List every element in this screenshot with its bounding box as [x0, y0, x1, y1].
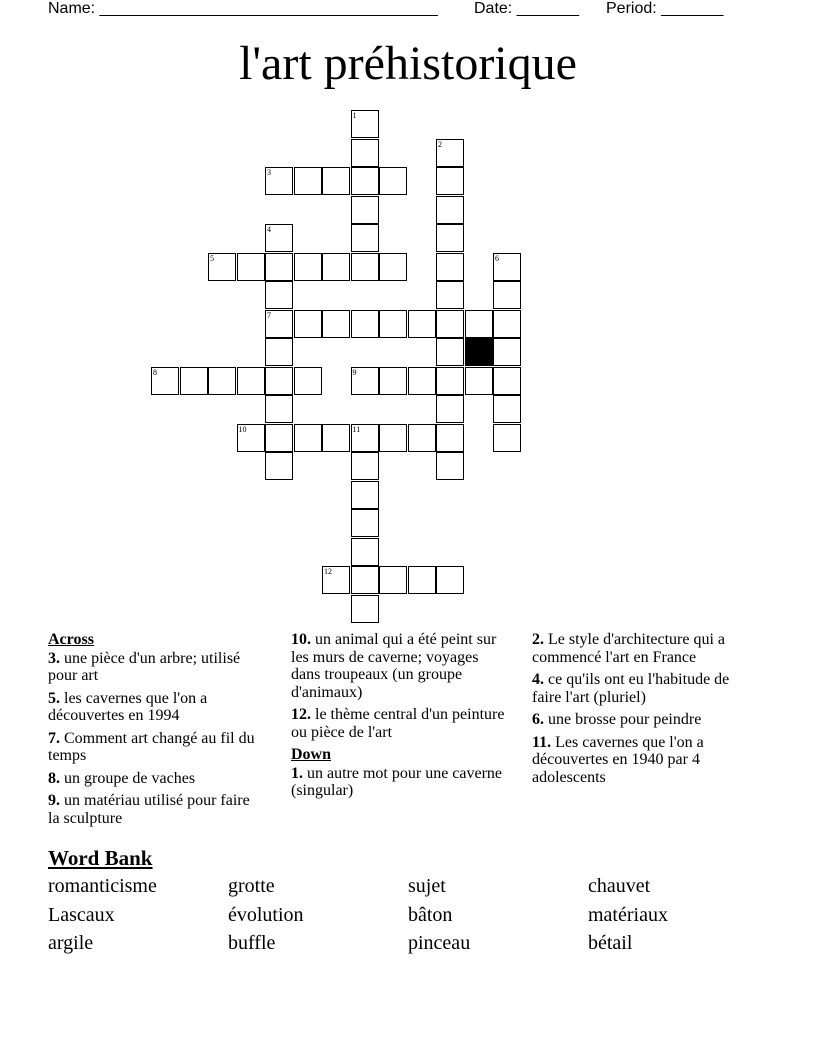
grid-cell[interactable] [351, 424, 379, 452]
grid-cell[interactable] [436, 395, 464, 423]
black-cell [465, 338, 493, 366]
clue-number-label: 3. [48, 649, 64, 667]
clue-text: les cavernes que l'on a découvertes en 1994 [48, 689, 208, 724]
grid-cell[interactable] [265, 167, 293, 195]
grid-cell[interactable] [351, 481, 379, 509]
grid-cell[interactable] [322, 167, 350, 195]
grid-cell[interactable] [265, 367, 293, 395]
grid-cell[interactable] [265, 424, 293, 452]
grid-cell[interactable] [493, 424, 521, 452]
grid-cell[interactable] [322, 424, 350, 452]
clue-number: 12 [324, 567, 332, 576]
grid-cell[interactable] [351, 139, 379, 167]
grid-cell[interactable] [294, 367, 322, 395]
clue-number: 2 [438, 139, 442, 149]
clue-item [48, 690, 263, 725]
clue-number: 3 [267, 168, 271, 177]
grid-cell[interactable] [493, 281, 521, 309]
grid-cell[interactable] [294, 310, 322, 338]
grid-cell[interactable] [237, 424, 265, 452]
clue-number-label: 4. [532, 671, 548, 688]
word-bank-item: buffle [228, 932, 276, 954]
grid-cell[interactable] [351, 566, 379, 594]
clues-column-3 [532, 631, 752, 791]
grid-cell[interactable] [379, 167, 407, 195]
clue-number: 1 [352, 111, 357, 120]
grid-cell[interactable] [379, 566, 407, 594]
clue-text: un autre mot pour une caverne (singular) [291, 764, 503, 799]
word-bank-item: bétail [588, 932, 633, 954]
clue-number-label: 9. [48, 792, 64, 809]
clue-number-label: 11. [532, 733, 556, 751]
grid-cell[interactable] [294, 167, 322, 195]
grid-cell[interactable] [351, 367, 379, 395]
grid-cell[interactable] [237, 253, 265, 281]
grid-cell[interactable] [436, 167, 464, 195]
grid-cell[interactable] [351, 509, 379, 537]
grid-cell[interactable] [351, 452, 379, 480]
clue-number: 7 [267, 310, 271, 320]
clue-text: ce qu'ils ont eu l'habitude de faire l'art (pluriel) [532, 671, 730, 706]
clue-number: 10 [238, 424, 247, 434]
clue-text: une pièce d'un arbre; utilisé pour art [48, 649, 241, 684]
grid-cell[interactable] [436, 338, 464, 366]
clue-number-label: 2. [532, 631, 548, 648]
grid-cell[interactable] [208, 367, 236, 395]
grid-cell[interactable] [493, 310, 521, 338]
grid-cell[interactable] [436, 224, 464, 252]
grid-cell[interactable] [322, 310, 350, 338]
word-bank-item: matériaux [588, 903, 668, 926]
grid-cell[interactable] [265, 310, 293, 338]
clue-number-label: 8. [48, 769, 64, 787]
clue-number: 9 [352, 367, 357, 377]
grid-cell[interactable] [151, 367, 179, 395]
grid-cell[interactable] [265, 338, 293, 366]
clue-text: un animal qui a été peint sur les murs de caverne; voyages dans troupeaux (un groupe d'animaux) [291, 631, 497, 701]
clue-item [48, 792, 263, 827]
clue-number-label: 1. [291, 764, 307, 782]
word-bank-item: chauvet [588, 875, 651, 897]
grid-cell[interactable] [351, 167, 379, 195]
grid-cell[interactable] [408, 310, 436, 338]
clue-number: 8 [153, 367, 157, 377]
grid-cell[interactable] [265, 452, 293, 480]
grid-cell[interactable] [436, 566, 464, 594]
clue-number: 6 [495, 253, 499, 263]
word-bank-item: sujet [408, 875, 446, 897]
across-heading: Across [48, 631, 94, 648]
grid-cell[interactable] [265, 224, 293, 252]
grid-cell[interactable] [436, 310, 464, 338]
grid-cell[interactable] [379, 253, 407, 281]
page-title: l'art préhistorique [239, 37, 577, 90]
grid-cell[interactable] [265, 253, 293, 281]
clue-item [532, 631, 752, 666]
clue-number-label: 10. [291, 631, 315, 648]
grid-cell[interactable] [436, 367, 464, 395]
grid-cell[interactable] [379, 367, 407, 395]
clue-number: 5 [210, 253, 214, 263]
grid-cell[interactable] [436, 424, 464, 452]
grid-cell[interactable] [493, 253, 521, 281]
grid-cell[interactable] [208, 253, 236, 281]
clue-item [532, 711, 752, 729]
grid-cell[interactable] [408, 566, 436, 594]
grid-cell[interactable] [265, 281, 293, 309]
grid-cell[interactable] [436, 281, 464, 309]
name-field[interactable]: Name: ______________________________________ [48, 0, 438, 17]
word-bank-title: Word Bank [48, 846, 153, 870]
clue-number-label: 6. [532, 711, 548, 728]
grid-cell[interactable] [465, 310, 493, 338]
clue-item [48, 650, 263, 685]
grid-cell[interactable] [493, 367, 521, 395]
period-field[interactable]: Period: _______ [606, 0, 724, 17]
clues-column-2 [291, 631, 506, 805]
grid-cell[interactable] [351, 110, 379, 138]
grid-cell[interactable] [180, 367, 208, 395]
grid-cell[interactable] [351, 224, 379, 252]
grid-cell[interactable] [379, 424, 407, 452]
clue-number-label: 12. [291, 706, 315, 723]
grid-cell[interactable] [408, 424, 436, 452]
clue-text: un groupe de vaches [64, 769, 196, 787]
word-bank-item: grotte [228, 875, 275, 897]
clues-column-1 [48, 631, 263, 832]
grid-cell[interactable] [351, 196, 379, 224]
word-bank-item: romanticisme [48, 875, 157, 897]
word-bank-item: Lascaux [48, 903, 115, 926]
grid-cell[interactable] [265, 395, 293, 423]
grid-cell[interactable] [294, 424, 322, 452]
down-heading: Down [291, 746, 332, 763]
clue-item [532, 734, 752, 787]
clue-number-label: 7. [48, 729, 64, 747]
grid-cell[interactable] [408, 367, 436, 395]
clue-text: le thème central d'un peinture ou pièce de l'art [291, 706, 505, 741]
date-field[interactable]: Date: _______ [474, 0, 579, 17]
grid-cell[interactable] [351, 595, 379, 623]
grid-cell[interactable] [465, 367, 493, 395]
clue-text: une brosse pour peindre [548, 711, 702, 728]
clue-text: Le style d'architecture qui a commencé l'art en France [532, 631, 726, 666]
clue-text: un matériau utilisé pour faire la sculpture [48, 792, 250, 827]
clue-number: 11 [352, 424, 361, 434]
clue-item [291, 631, 506, 701]
grid-cell[interactable] [493, 338, 521, 366]
grid-cell[interactable] [322, 566, 350, 594]
grid-cell[interactable] [294, 253, 322, 281]
grid-cell[interactable] [436, 139, 464, 167]
word-bank-item: pinceau [408, 932, 471, 954]
grid-cell[interactable] [351, 253, 379, 281]
grid-cell[interactable] [351, 310, 379, 338]
word-bank-item: argile [48, 932, 94, 954]
grid-cell[interactable] [237, 367, 265, 395]
clue-item [48, 770, 263, 788]
word-bank-item: évolution [228, 903, 304, 926]
clue-item [291, 765, 506, 800]
word-bank-item: bâton [408, 903, 453, 926]
grid-cell[interactable] [436, 452, 464, 480]
grid-cell[interactable] [493, 395, 521, 423]
clue-text: Les cavernes que l'on a découvertes en 1940 par 4 adolescents [532, 733, 704, 786]
grid-cell[interactable] [379, 310, 407, 338]
clue-number-label: 5. [48, 689, 64, 707]
clue-item [48, 730, 263, 765]
grid-cell[interactable] [436, 253, 464, 281]
grid-cell[interactable] [351, 538, 379, 566]
clue-text: Comment art changé au fil du temps [48, 729, 255, 764]
clue-number: 4 [267, 225, 271, 234]
clue-item [532, 671, 752, 706]
grid-cell[interactable] [322, 253, 350, 281]
clue-item [291, 706, 506, 741]
grid-cell[interactable] [436, 196, 464, 224]
